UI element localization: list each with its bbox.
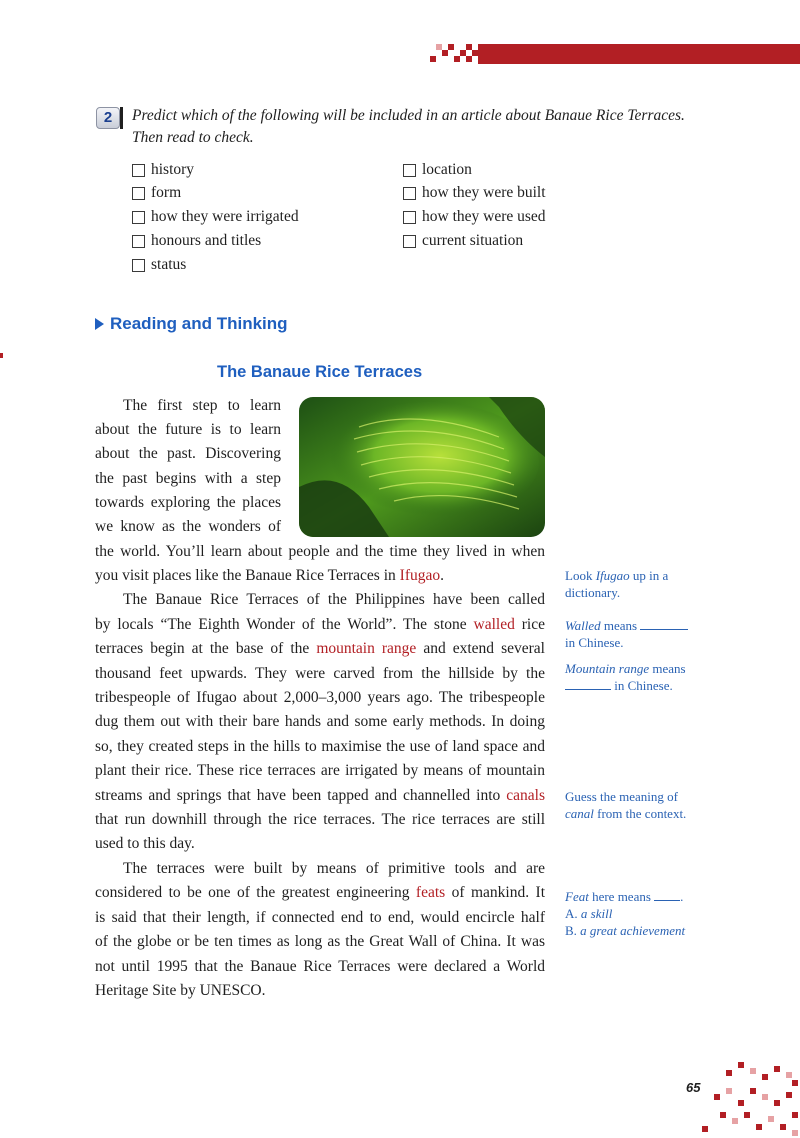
option-status[interactable]: status — [132, 255, 186, 275]
checkbox[interactable] — [132, 164, 145, 177]
vocab-feats: feats — [415, 884, 446, 901]
article-line: you visit places like the Banaue Rice Terraces in Ifugao. — [95, 567, 444, 584]
option-current-situation[interactable]: current situation — [403, 231, 523, 251]
article-line: the past begins with a step — [95, 470, 281, 487]
vocab-ifugao: Ifugao — [399, 567, 441, 584]
article-line: about the past. Discovering — [95, 445, 281, 462]
article-line: The terraces were built by means of primitive tools and are — [123, 860, 545, 877]
checkbox[interactable] — [132, 211, 145, 224]
option-form[interactable]: form — [132, 183, 181, 203]
vocab-walled: walled — [473, 616, 515, 633]
checkbox[interactable] — [403, 235, 416, 248]
note-walled: Walled means in Chinese. — [565, 617, 695, 651]
option-honours[interactable]: honours and titles — [132, 231, 261, 251]
article-line: not until 1995 that the Banaue Rice Terraces were declared a World — [95, 958, 545, 975]
article-line: terraces begin at the base of the mountain range and extend several — [95, 640, 545, 657]
rice-terraces-photo — [299, 397, 545, 537]
article-line: considered to be one of the greatest engineering feats of mankind. It — [95, 884, 545, 901]
article-line: that run downhill through the rice terraces. The rice terraces are still — [95, 811, 545, 828]
article-line: tribespeople of Ifugao about 2,000–3,000 years ago. The tribespeople — [95, 689, 545, 706]
option-used[interactable]: how they were used — [403, 207, 546, 227]
exercise-number-badge: 2 — [96, 107, 120, 129]
page-number: 65 — [686, 1080, 701, 1095]
checkbox[interactable] — [132, 187, 145, 200]
option-irrigated[interactable]: how they were irrigated — [132, 207, 299, 227]
note-mountain-range: Mountain range means in Chinese. — [565, 661, 686, 693]
article-line: of the globe or be ten times as long as the Great Wall of China. It was — [95, 933, 545, 950]
article-line: the world. You’ll learn about people and the time they lived in when — [95, 543, 545, 560]
header-color-band — [478, 44, 800, 64]
triangle-bullet-icon — [95, 318, 104, 330]
article-line: towards exploring the places — [95, 494, 281, 511]
checkbox[interactable] — [132, 259, 145, 272]
section-heading: Reading and Thinking — [95, 314, 288, 334]
vocab-canals: canals — [506, 787, 545, 804]
checkbox[interactable] — [403, 211, 416, 224]
article-line: streams and springs that have been tapped and channelled into canals — [95, 787, 545, 804]
article-line: used to this day. — [95, 835, 195, 852]
answer-blank[interactable] — [654, 888, 680, 901]
answer-blank[interactable] — [565, 677, 611, 690]
note-feat: Feat here means . A. a skill B. a great achievement — [565, 889, 686, 938]
exercise-number-divider — [120, 107, 123, 129]
article-line: The first step to learn — [123, 397, 281, 414]
answer-blank[interactable] — [640, 617, 688, 630]
note-canal: Guess the meaning of canal from the context. — [565, 789, 687, 821]
prompt-line-2: Then read to check. — [132, 129, 254, 146]
article-title: The Banaue Rice Terraces — [217, 363, 423, 381]
option-built[interactable]: how they were built — [403, 183, 546, 203]
checkbox[interactable] — [132, 235, 145, 248]
rice-terraces-illustration — [299, 397, 545, 537]
prompt-line-1: Predict which of the following will be included in an article about Banaue Rice Terraces. — [132, 107, 685, 124]
option-location[interactable]: location — [403, 160, 472, 180]
article-line: is said that their length, if connected end to end, would encircle half — [95, 909, 545, 926]
checkbox[interactable] — [403, 187, 416, 200]
article-line: dug them out with their bare hands and some early methods. In doing — [95, 713, 545, 730]
exercise-prompt — [132, 105, 722, 149]
article-line: The Banaue Rice Terraces of the Philippines have been called — [123, 591, 545, 608]
article-line: plant their rice. These rice terraces are irrigated by means of mountain — [95, 762, 545, 779]
note-ifugao: Look Ifugao up in a dictionary. — [565, 568, 669, 600]
article-line: thousand feet upwards. They were carved from the hillside by the — [95, 665, 545, 682]
article-line: we know as the wonders of — [95, 518, 281, 535]
option-history[interactable]: history — [132, 160, 194, 180]
vocab-mountain-range: mountain range — [316, 640, 417, 657]
article-line: about the future is to learn — [95, 421, 281, 438]
checkbox[interactable] — [403, 164, 416, 177]
article-line: so, they created steps in the hills to maximise the use of land space and — [95, 738, 545, 755]
article-line: by locals “The Eighth Wonder of the World”. The stone walled rice — [95, 616, 545, 633]
edge-mark — [0, 353, 3, 358]
article-line: Heritage Site by UNESCO. — [95, 982, 266, 999]
